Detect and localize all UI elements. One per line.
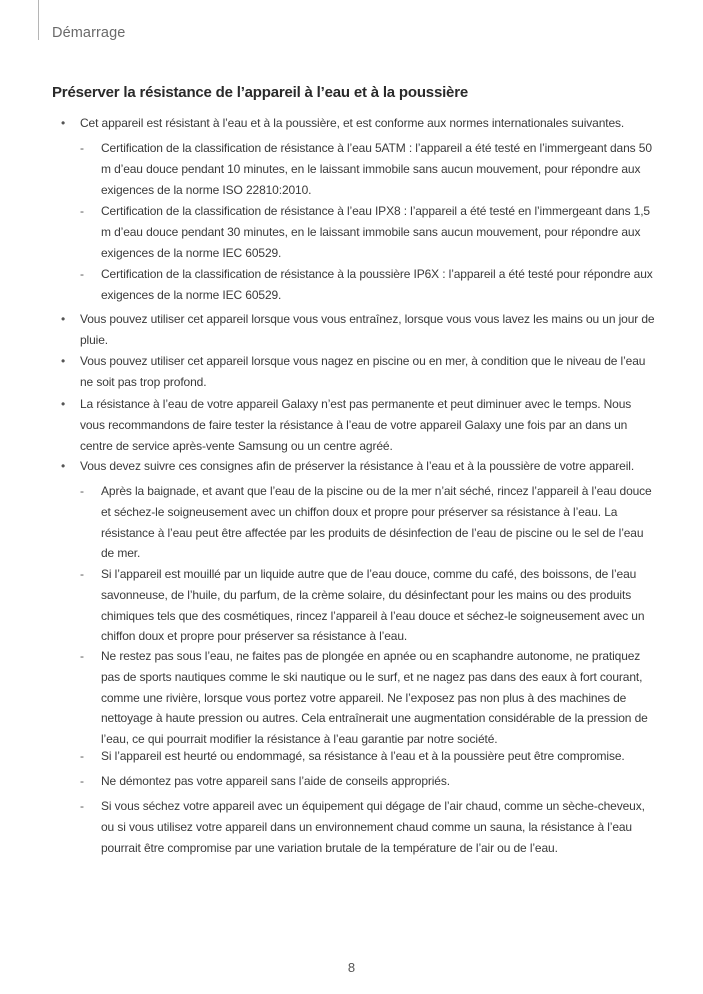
page-number: 8 [347, 960, 356, 975]
sub-list-item [80, 646, 653, 750]
list-item [61, 351, 655, 393]
list-item [61, 113, 655, 134]
dash-marker: - [80, 799, 84, 813]
list-item-text: Vous pouvez utiliser cet appareil lorsque vous nagez en piscine ou en mer, à condition que le niveau de l’eau ne soit pas trop profond. [80, 354, 646, 389]
sub-list-item [80, 264, 653, 306]
list-item [61, 309, 655, 351]
sub-list-item [80, 771, 653, 792]
sub-list-item-text: Ne restez pas sous l’eau, ne faites pas de plongée en apnée ou en scaphandre autonome, ne pratiquez pas de sports nautiques comme le ski nautique ou le surf, et ne nagez pas dans des eaux à fort courant, comme une rivière, lorsque vous portez votre appareil. Ne l’exposez pas non plus à des machines de nettoyage à haute pression ou autres. Cela entraînerait une augmentation considérable de la pression de l’eau, ce qui pourrait modifier la résistance à l’eau garantie par notre société. [101, 649, 648, 747]
sub-list-item [80, 481, 653, 564]
sub-list-item [80, 746, 653, 767]
margin-rule [38, 0, 39, 40]
dash-marker: - [80, 649, 84, 663]
sub-list-item-text: Certification de la classification de résistance à la poussière IP6X : l’appareil a été testé pour répondre aux exigences de la norme IEC 60529. [101, 267, 653, 302]
sub-list-item-text: Certification de la classification de résistance à l’eau 5ATM : l’appareil a été testé en l’immergeant dans 50 m d’eau douce pendant 10 minutes, en le laissant immobile sans aucun mouvement, pour répondre aux exigences de la norme ISO 22810:2010. [101, 141, 652, 197]
sub-list-item [80, 796, 653, 858]
section-header: Démarrage [52, 25, 126, 41]
sub-list-item-text: Si vous séchez votre appareil avec un équipement qui dégage de l’air chaud, comme un sèche-cheveux, ou si vous utilisez votre appareil dans un environnement chaud comme un sauna, la résistance à l’eau pourrait être compromise par une variation brutale de la température de l’air ou de l’eau. [101, 799, 645, 855]
list-item-text: Vous pouvez utiliser cet appareil lorsque vous vous entraînez, lorsque vous vous lavez les mains ou un jour de pluie. [80, 312, 655, 347]
list-item [61, 394, 655, 456]
dash-marker: - [80, 749, 84, 763]
list-item-text: Vous devez suivre ces consignes afin de préserver la résistance à l’eau et à la poussière de votre appareil. [80, 459, 635, 473]
dash-marker: - [80, 141, 84, 155]
dash-marker: - [80, 567, 84, 581]
bullet-marker: • [61, 459, 66, 473]
bullet-marker: • [61, 116, 66, 130]
sub-list-item-text: Après la baignade, et avant que l’eau de la piscine ou de la mer n’ait séché, rincez l’appareil à l’eau douce et séchez-le soigneusement avec un chiffon doux et propre pour préserver sa résistance à l’eau. La résistance à l’eau peut être affectée par les produits de désinfection de l’eau de piscine ou le sel de l’eau de mer. [101, 484, 652, 561]
sub-list-item [80, 201, 653, 263]
sub-list-item-text: Certification de la classification de résistance à l’eau IPX8 : l’appareil a été testé en l’immergeant dans 1,5 m d’eau douce pendant 30 minutes, en le laissant immobile sans aucun mouvement, pour répondre aux exigences de la norme IEC 60529. [101, 204, 650, 260]
sub-list-item [80, 564, 653, 647]
bullet-marker: • [61, 312, 66, 326]
dash-marker: - [80, 267, 84, 281]
dash-marker: - [80, 774, 84, 788]
list-item-text: La résistance à l’eau de votre appareil Galaxy n’est pas permanente et peut diminuer avec le temps. Nous vous recommandons de faire tester la résistance à l’eau de votre appareil Galaxy une fois par an dans un centre de service après-vente Samsung ou un centre agréé. [80, 397, 632, 453]
sub-list-item-text: Si l’appareil est heurté ou endommagé, sa résistance à l’eau et à la poussière peut être compromise. [101, 749, 625, 763]
list-item [61, 456, 655, 477]
sub-list-item [80, 138, 653, 200]
page-title: Préserver la résistance de l’appareil à l’eau et à la poussière [52, 84, 468, 101]
bullet-marker: • [61, 397, 66, 411]
sub-list-item-text: Ne démontez pas votre appareil sans l’aide de conseils appropriés. [101, 774, 450, 788]
dash-marker: - [80, 484, 84, 498]
dash-marker: - [80, 204, 84, 218]
list-item-text: Cet appareil est résistant à l’eau et à la poussière, et est conforme aux normes internationales suivantes. [80, 116, 625, 130]
sub-list-item-text: Si l’appareil est mouillé par un liquide autre que de l’eau douce, comme du café, des boissons, de l’eau savonneuse, de l’huile, du parfum, de la crème solaire, du désinfectant pour les mains ou des produits chimiques tels que des cosmétiques, rincez l’appareil à l’eau douce et séchez-le soigneusement avec un chiffon doux et propre pour préserver sa résistance à l’eau. [101, 567, 645, 644]
bullet-marker: • [61, 354, 66, 368]
